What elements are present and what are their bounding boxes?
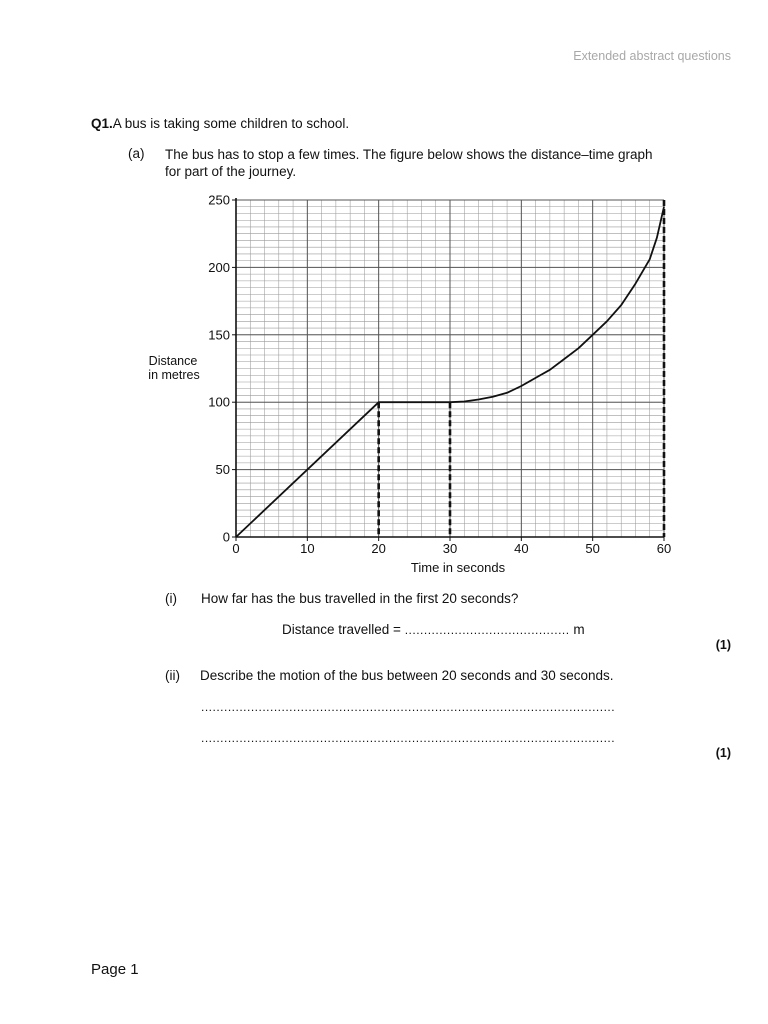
- part-a-text-line1: The bus has to stop a few times. The figure below shows the distance–time graph: [165, 147, 653, 162]
- answer-blank[interactable]: ...........................................: [404, 623, 570, 637]
- x-axis-label: Time in seconds: [410, 560, 506, 575]
- x-tick-label: 60: [656, 541, 672, 556]
- y-axis-label-line1: Distance: [148, 354, 198, 368]
- question-number: Q1.: [91, 116, 113, 131]
- marks-ii: (1): [715, 746, 731, 760]
- part-a-text-line2: for part of the journey.: [165, 164, 297, 179]
- x-tick-label: 10: [300, 541, 315, 556]
- x-tick-label: 40: [514, 541, 529, 556]
- answer-line-ii-1[interactable]: ............................................................................................................: [201, 700, 616, 714]
- y-tick-label: 250: [208, 192, 230, 208]
- sub-question-ii-label: (ii): [165, 668, 180, 683]
- y-tick-label: 50: [215, 462, 230, 478]
- marks-i: (1): [715, 638, 731, 652]
- y-tick-label: 200: [208, 259, 230, 275]
- answer-unit: m: [573, 622, 585, 637]
- x-tick-label: 30: [442, 541, 458, 556]
- page-number: Page 1: [91, 961, 139, 978]
- x-tick-label: 50: [585, 541, 600, 556]
- question-intro-text: A bus is taking some children to school.: [112, 116, 350, 131]
- page-header-title: Extended abstract questions: [573, 49, 731, 63]
- sub-question-i-text: How far has the bus travelled in the first 20 seconds?: [201, 591, 519, 606]
- sub-question-i-label: (i): [165, 591, 177, 606]
- x-tick-label: 20: [371, 541, 386, 556]
- answer-line-i: [282, 622, 585, 637]
- answer-prefix: Distance travelled =: [282, 622, 401, 637]
- y-tick-label: 100: [208, 394, 230, 410]
- y-tick-label: 0: [222, 529, 230, 545]
- sub-question-ii-text: Describe the motion of the bus between 20 seconds and 30 seconds.: [200, 668, 614, 683]
- y-tick-label: 150: [208, 327, 230, 343]
- y-axis-label-line2: in metres: [148, 368, 200, 382]
- answer-line-ii-2[interactable]: ............................................................................................................: [201, 731, 616, 745]
- part-a-label: (a): [128, 146, 145, 161]
- x-tick-label: 0: [232, 541, 240, 556]
